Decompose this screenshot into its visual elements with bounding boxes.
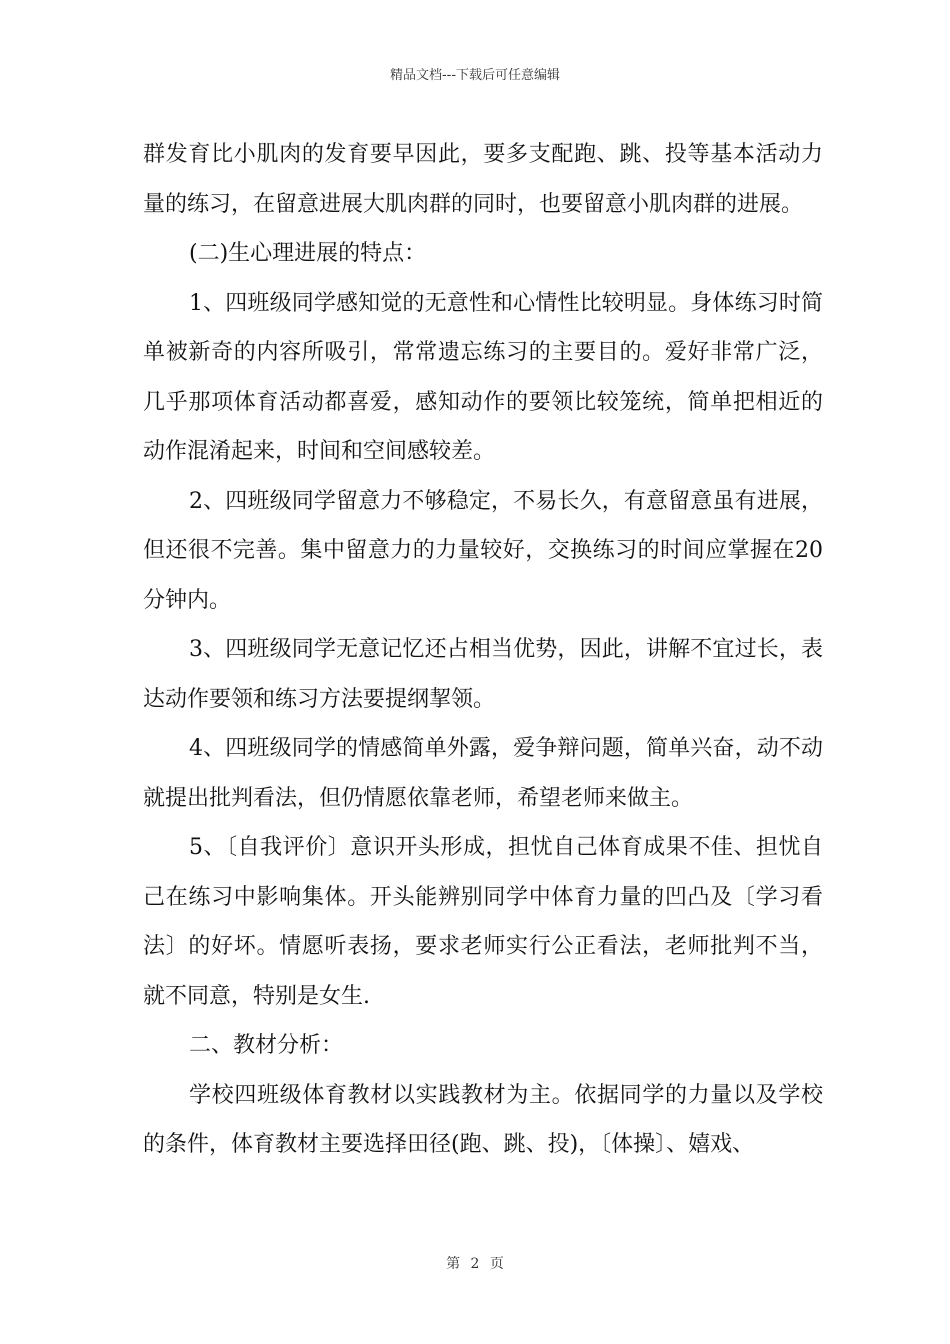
document-body: [143, 130, 823, 1170]
paragraph-7: 5、〔自我评价〕意识开头形成，担忧自己体育成果不佳、担忧自己在练习中影响集体。开头能辨别同学中体育力量的凹凸及〔学习看法〕的好坏。情愿听表扬，要求老师实行公正看法，老师批判不当，就不同意，特别是女生.: [143, 835, 823, 1009]
paragraph-3: 1、四班级同学感知觉的无意性和心情性比较明显。身体练习时简单被新奇的内容所吸引，常常遗忘练习的主要目的。爱好非常广泛，几乎那项体育活动都喜爱，感知动作的要领比较笼统，简单把相近的动作混淆起来，时间和空间感较差。: [143, 290, 823, 464]
paragraph-9: 学校四班级体育教材以实践教材为主。依据同学的力量以及学校的条件，体育教材主要选择田径(跑、跳、投)，〔体操〕、嬉戏、: [143, 1082, 823, 1157]
page-header: 精品文档---下载后可任意编辑: [389, 68, 561, 83]
paragraph-1: 群发育比小肌肉的发育要早因此，要多支配跑、跳、投等基本活动力量的练习，在留意进展大肌肉群的同时，也要留意小肌肉群的进展。: [143, 142, 823, 217]
paragraph-2: (二)生心理进展的特点：: [189, 241, 427, 266]
paragraph-5: 3、四班级同学无意记忆还占相当优势，因此，讲解不宜过长，表达动作要领和练习方法要提纲挈领。: [143, 637, 823, 712]
footer-suffix: 页: [489, 1256, 504, 1272]
footer-prefix: 第: [446, 1256, 461, 1272]
paragraph-8: 二、教材分析：: [189, 1033, 344, 1058]
page-number: 2: [470, 1256, 480, 1272]
page-footer: [0, 1253, 950, 1273]
paragraph-6: 4、四班级同学的情感简单外露，爱争辩问题，简单兴奋，动不动就提出批判看法，但仍情愿依靠老师，希望老师来做主。: [143, 736, 823, 811]
paragraph-4: 2、四班级同学留意力不够稳定，不易长久，有意留意虽有进展，但还很不完善。集中留意力的力量较好，交换练习的时间应掌握在20分钟内。: [143, 488, 823, 613]
